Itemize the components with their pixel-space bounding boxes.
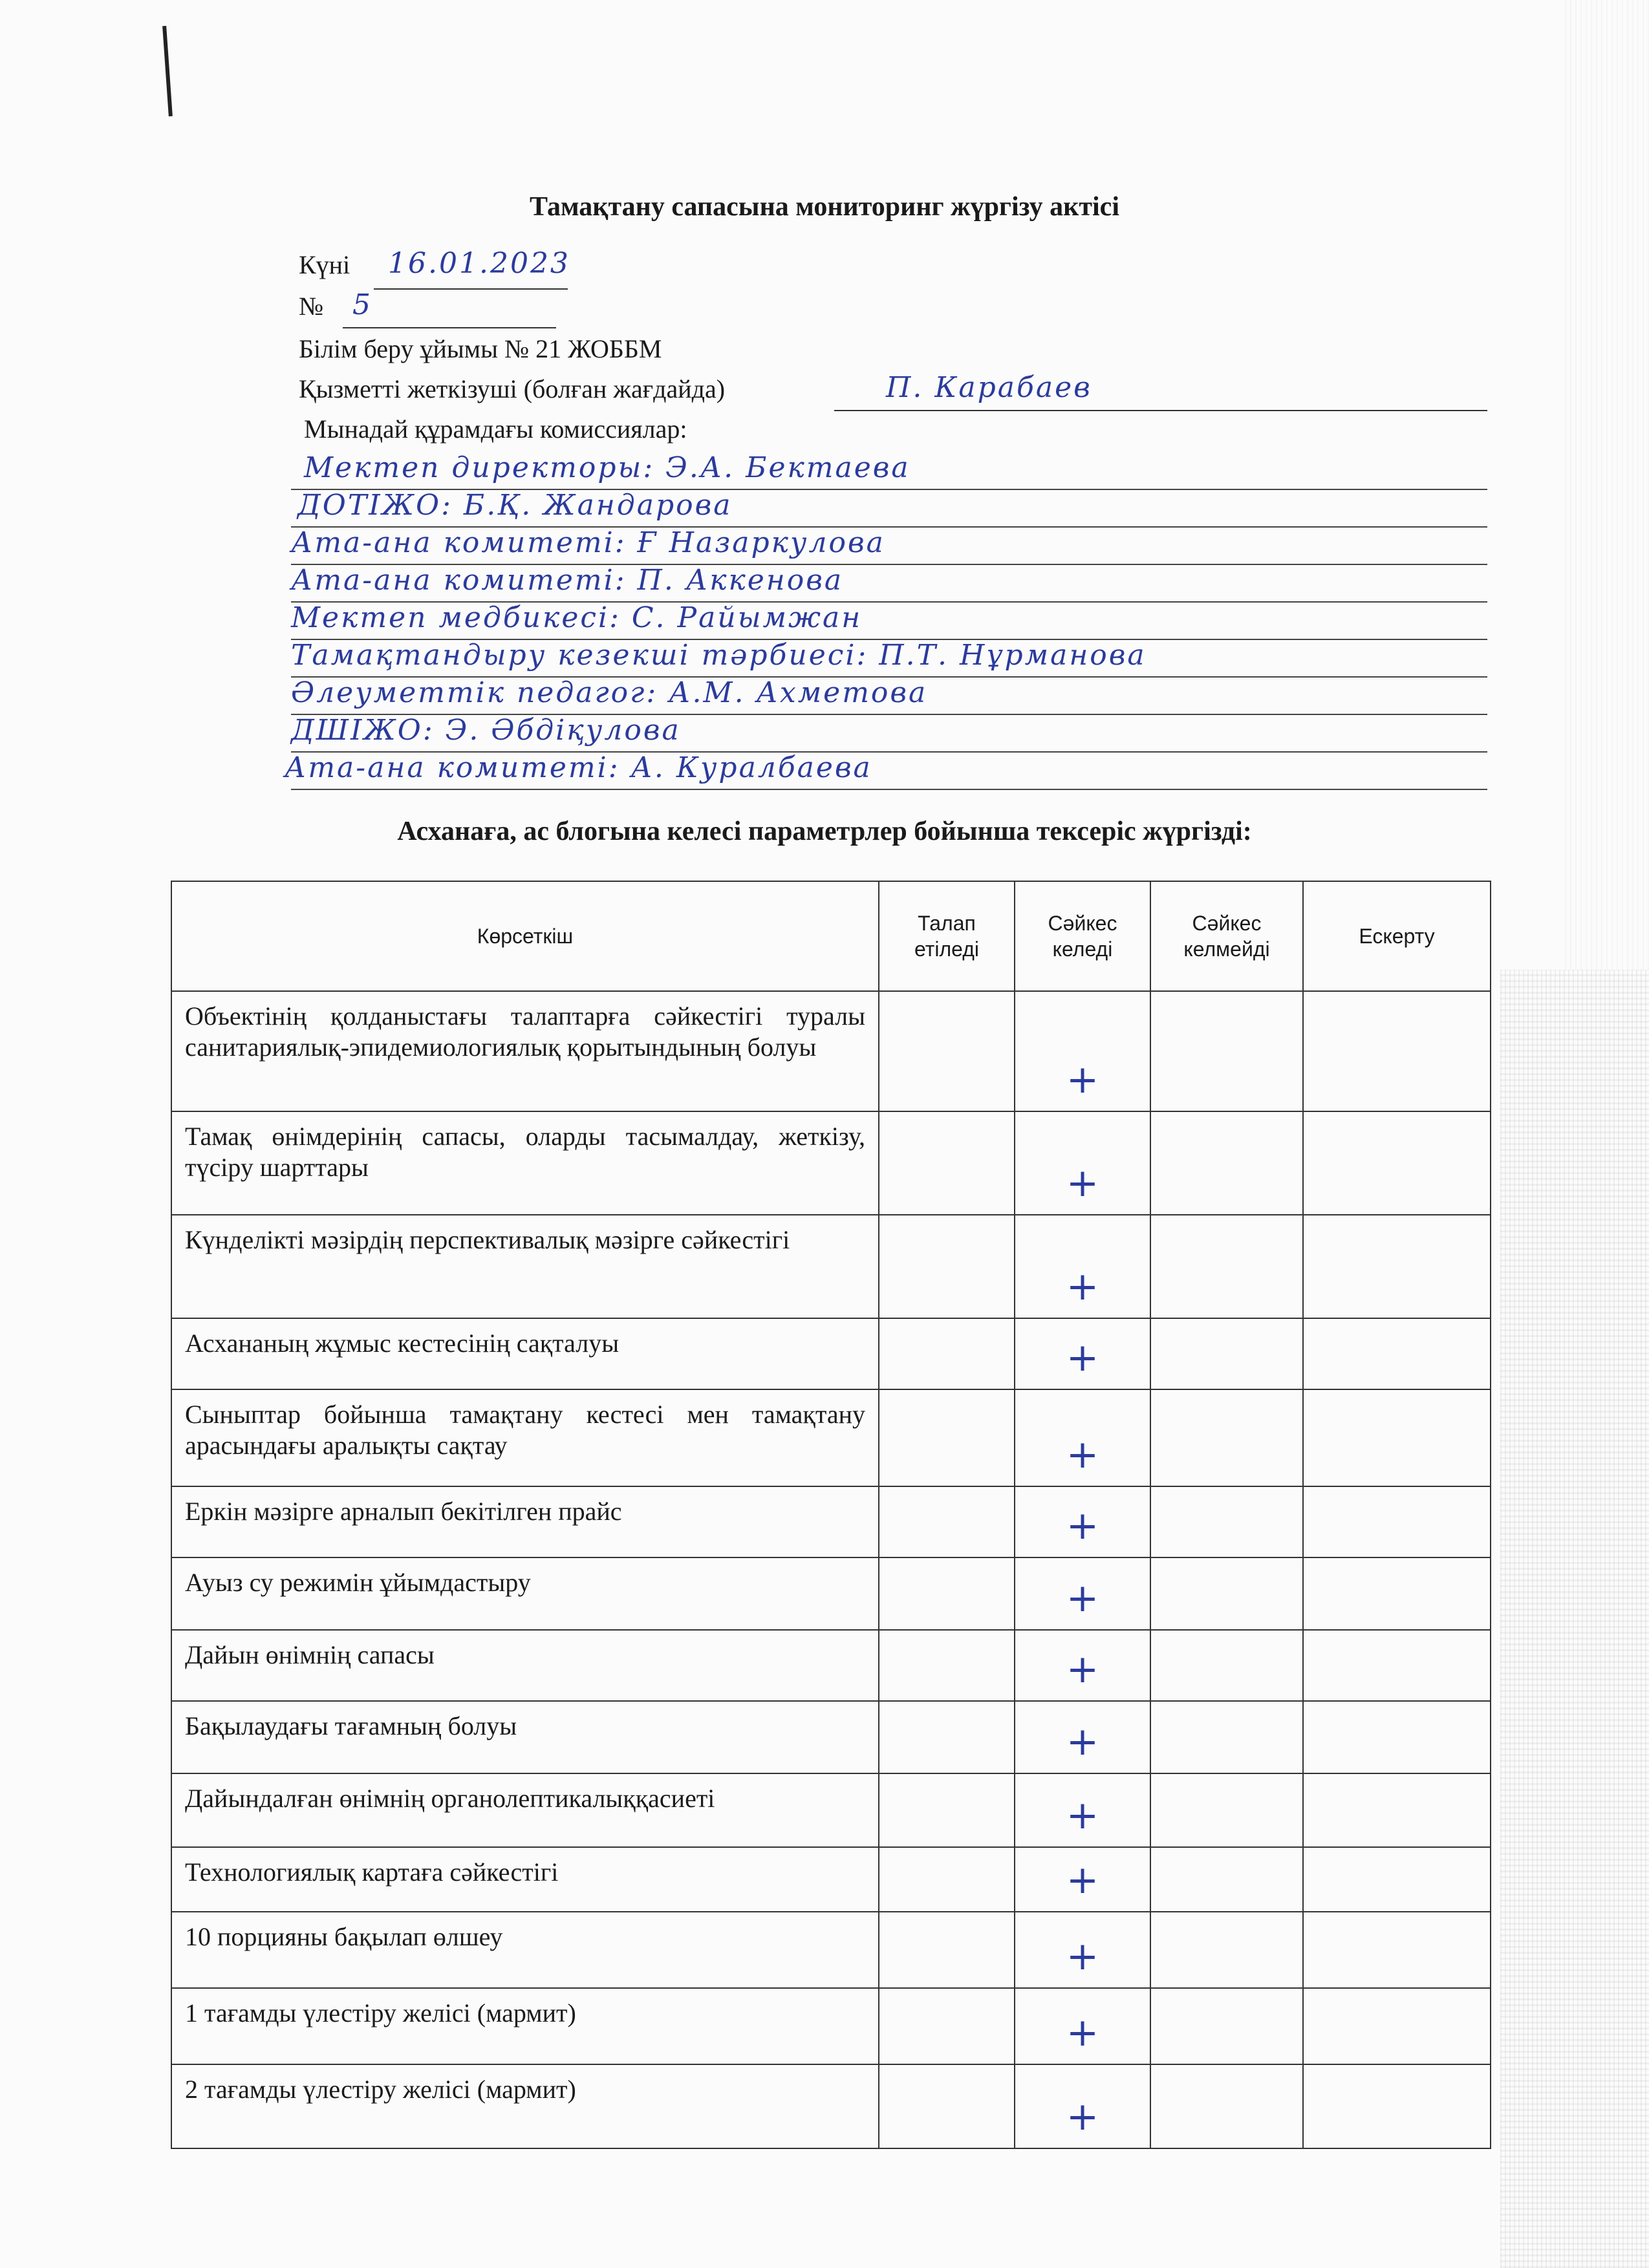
cell-noncompliant <box>1150 991 1303 1111</box>
check-mark: + <box>1066 1857 1099 1903</box>
cell-compliant <box>1015 1318 1150 1389</box>
check-mark: + <box>1066 1934 1099 1979</box>
check-mark: + <box>1066 1647 1099 1692</box>
cell-noncompliant <box>1150 1318 1303 1389</box>
cell-required <box>879 1847 1015 1912</box>
cell-noncompliant <box>1150 1912 1303 1988</box>
table-row <box>171 1847 1491 1912</box>
cell-required <box>879 2064 1015 2148</box>
cell-noncompliant <box>1150 1557 1303 1630</box>
date-label: Күні <box>299 250 350 279</box>
cell-required <box>879 1318 1015 1389</box>
scan-artifact-mark <box>162 26 173 116</box>
cell-required <box>879 1773 1015 1847</box>
header-note: Ескерту <box>1303 881 1491 991</box>
row-indicator: Еркін мәзірге арналып бекітілген прайс <box>171 1486 879 1557</box>
table-row <box>171 1988 1491 2064</box>
check-mark: + <box>1066 1576 1099 1621</box>
header-required: Талап етіледі <box>879 881 1015 991</box>
table-row <box>171 1557 1491 1630</box>
cell-noncompliant <box>1150 1389 1303 1486</box>
check-mark: + <box>1066 1057 1099 1102</box>
check-mark: + <box>1066 1335 1099 1380</box>
scan-edge-noise <box>1500 970 1649 2268</box>
table-row <box>171 1318 1491 1389</box>
check-mark: + <box>1066 1264 1099 1309</box>
commission-member: ДШІЖО: Э. Әбдіқулова <box>291 714 681 747</box>
cell-noncompliant <box>1150 1630 1303 1701</box>
cell-compliant <box>1015 1486 1150 1557</box>
cell-note <box>1303 1389 1491 1486</box>
check-mark: + <box>1066 2094 1099 2139</box>
section-subtitle: Асханаға, ас блогына келесі параметрлер бойынша тексеріс жүргізді: <box>397 817 1252 846</box>
commission-member: Ата-ана комитеті: А. Куралбаева <box>285 751 872 784</box>
cell-compliant <box>1015 1847 1150 1912</box>
cell-compliant <box>1015 991 1150 1111</box>
cell-noncompliant <box>1150 2064 1303 2148</box>
number-underline <box>343 327 556 328</box>
cell-noncompliant <box>1150 1701 1303 1773</box>
cell-required <box>879 1988 1015 2064</box>
row-indicator: Объектінің қолданыстағы талаптарға сәйкестігі туралы санитариялық-эпидемиологиялық қорытындының болуы <box>171 991 879 1111</box>
provider-label: Қызметті жеткізуші (болған жағдайда) <box>299 374 726 403</box>
cell-compliant <box>1015 1701 1150 1773</box>
cell-compliant <box>1015 1111 1150 1215</box>
table-row <box>171 991 1491 1111</box>
cell-required <box>879 1111 1015 1215</box>
table-row <box>171 1912 1491 1988</box>
cell-required <box>879 1701 1015 1773</box>
cell-noncompliant <box>1150 1773 1303 1847</box>
commission-member: Мектеп медбикесі: С. Райымжан <box>291 601 863 634</box>
commission-member: ДОТІЖО: Б.Қ. Жандарова <box>297 489 733 522</box>
row-indicator: Технологиялық картаға сәйкестігі <box>171 1847 879 1912</box>
table-row <box>171 1701 1491 1773</box>
cell-compliant <box>1015 1988 1150 2064</box>
cell-required <box>879 1389 1015 1486</box>
cell-note <box>1303 1773 1491 1847</box>
cell-noncompliant <box>1150 1486 1303 1557</box>
row-indicator: Ауыз су режимін ұйымдастыру <box>171 1557 879 1630</box>
table-row <box>171 1215 1491 1318</box>
cell-note <box>1303 1701 1491 1773</box>
check-mark: + <box>1066 1719 1099 1764</box>
cell-compliant <box>1015 1630 1150 1701</box>
cell-compliant <box>1015 2064 1150 2148</box>
cell-note <box>1303 1912 1491 1988</box>
commission-member: Тамақтандыру кезекші тәрбиесі: П.Т. Нұрманова <box>291 639 1147 672</box>
date-value: 16.01.2023 <box>388 247 570 280</box>
header-compliant: Сәйкес келеді <box>1015 881 1150 991</box>
row-indicator: Асхананың жұмыс кестесінің сақталуы <box>171 1318 879 1389</box>
row-indicator: 2 тағамды үлестіру желісі (мармит) <box>171 2064 879 2148</box>
cell-required <box>879 1215 1015 1318</box>
cell-noncompliant <box>1150 1847 1303 1912</box>
cell-note <box>1303 1318 1491 1389</box>
table-row <box>171 1630 1491 1701</box>
cell-note <box>1303 1557 1491 1630</box>
cell-noncompliant <box>1150 1988 1303 2064</box>
cell-required <box>879 991 1015 1111</box>
check-mark: + <box>1066 1793 1099 1838</box>
row-indicator: Дайын өнімнің сапасы <box>171 1630 879 1701</box>
row-indicator: Күнделікті мәзірдің перспективалық мәзірге сәйкестігі <box>171 1215 879 1318</box>
row-indicator: Бақылаудағы тағамның болуы <box>171 1701 879 1773</box>
cell-note <box>1303 1847 1491 1912</box>
row-indicator: 10 порцияны бақылап өлшеу <box>171 1912 879 1988</box>
date-underline <box>374 288 568 290</box>
cell-required <box>879 1630 1015 1701</box>
provider-underline <box>834 410 1487 411</box>
cell-note <box>1303 991 1491 1111</box>
cell-note <box>1303 1630 1491 1701</box>
cell-compliant <box>1015 1389 1150 1486</box>
cell-compliant <box>1015 1215 1150 1318</box>
inspection-table <box>171 881 1491 2149</box>
commission-label: Мынадай құрамдағы комиссиялар: <box>304 414 687 444</box>
header-indicator: Көрсеткіш <box>171 881 879 991</box>
cell-compliant <box>1015 1912 1150 1988</box>
check-mark: + <box>1066 1161 1099 1206</box>
document-title: Тамақтану сапасына мониторинг жүргізу актісі <box>530 192 1119 222</box>
table-row <box>171 2064 1491 2148</box>
table-header-row <box>171 881 1491 991</box>
provider-value: П. Карабаев <box>886 371 1092 404</box>
commission-member: Мектеп директоры: Э.А. Бектаева <box>304 451 911 484</box>
row-indicator: 1 тағамды үлестіру желісі (мармит) <box>171 1988 879 2064</box>
cell-note <box>1303 1215 1491 1318</box>
commission-member: Ата-ана комитеті: П. Аккенова <box>291 564 844 597</box>
organization-line: Білім беру ұйымы № 21 ЖОББМ <box>299 334 662 363</box>
check-mark: + <box>1066 1432 1099 1477</box>
row-indicator: Тамақ өнімдерінің сапасы, оларды тасымалдау, жеткізу, түсіру шарттары <box>171 1111 879 1215</box>
cell-required <box>879 1557 1015 1630</box>
row-indicator: Сыныптар бойынша тамақтану кестесі мен тамақтану арасындағы аралықты сақтау <box>171 1389 879 1486</box>
cell-noncompliant <box>1150 1111 1303 1215</box>
cell-compliant <box>1015 1557 1150 1630</box>
table-row <box>171 1773 1491 1847</box>
table-row <box>171 1486 1491 1557</box>
commission-member: Ата-ана комитеті: Ғ Назаркулова <box>291 526 885 559</box>
check-mark: + <box>1066 1503 1099 1548</box>
cell-note <box>1303 1988 1491 2064</box>
cell-note <box>1303 1486 1491 1557</box>
header-noncompliant: Сәйкес келмейді <box>1150 881 1303 991</box>
commission-rule <box>291 789 1487 790</box>
row-indicator: Дайындалған өнімнің органолептикалыққасиеті <box>171 1773 879 1847</box>
cell-note <box>1303 1111 1491 1215</box>
cell-required <box>879 1486 1015 1557</box>
check-mark: + <box>1066 2010 1099 2055</box>
cell-compliant <box>1015 1773 1150 1847</box>
cell-note <box>1303 2064 1491 2148</box>
cell-noncompliant <box>1150 1215 1303 1318</box>
cell-required <box>879 1912 1015 1988</box>
number-value: 5 <box>352 288 372 321</box>
table-row <box>171 1389 1491 1486</box>
commission-member: Әлеуметтік педагог: А.М. Ахметова <box>291 676 928 709</box>
number-label: № <box>299 292 324 321</box>
table-row <box>171 1111 1491 1215</box>
